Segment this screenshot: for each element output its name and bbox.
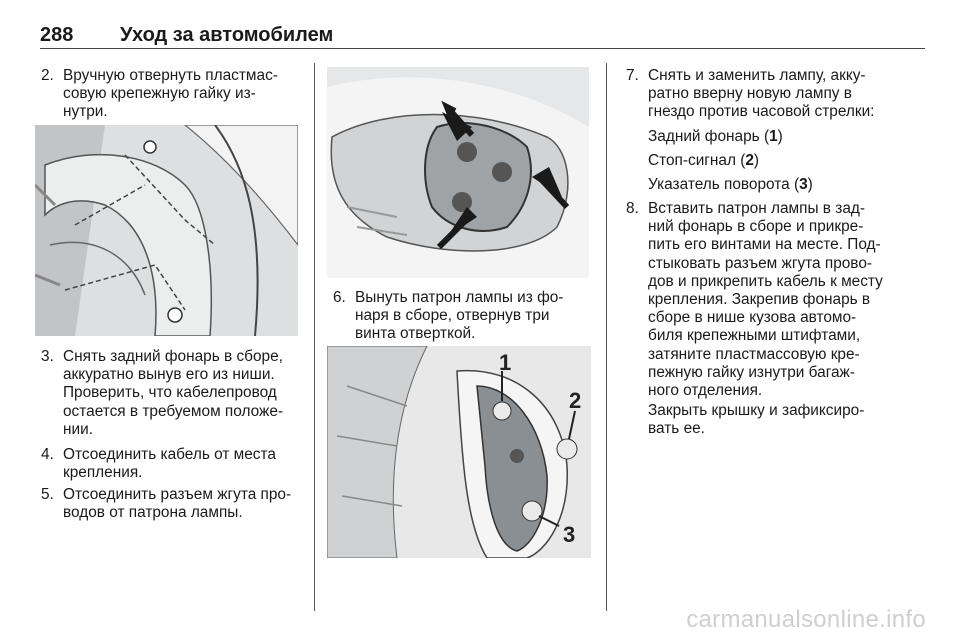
figure-lamp-positions <box>327 346 591 558</box>
legend-turn-signal: Указатель поворота (3) <box>648 176 813 193</box>
legend-brake-lamp: Стоп-сигнал (2) <box>648 152 760 169</box>
page-title: Уход за автомобилем <box>120 24 334 46</box>
callout-3: 3 <box>563 522 576 547</box>
column-divider <box>314 63 315 611</box>
closing-instruction: Закрыть крышку и зафиксиро- вать ее. <box>648 402 865 438</box>
step-6: 6. Вынуть патрон лампы из фо- наря в сборе, отвернув три винта отверткой. <box>333 289 564 343</box>
callout-1: 1 <box>499 350 512 375</box>
figure-lamp-holder-screws <box>327 67 589 278</box>
step-8: 8. Вставить патрон лампы в зад- ний фонарь в сборе и прикре- пить его винтами на месте. Под- стыковать разъем жгута прово- дов и прикрепить кабель к месту крепления. Закрепив фонарь в сборе в нише кузова автомо- биля крепежными штифтами, затяните пластмассовую кре- пежную гайку изнутри багаж- ного отделения. <box>626 200 883 400</box>
page-number: 288 <box>40 24 74 46</box>
column-divider <box>606 63 607 611</box>
legend-rear-lamp: Задний фонарь (1) <box>648 128 783 145</box>
step-2: 2. Вручную отвернуть пластмас- совую крепежную гайку из- нутри. <box>41 67 278 121</box>
step-4: 4. Отсоединить кабель от места крепления. <box>41 446 276 482</box>
callout-2: 2 <box>569 388 582 413</box>
page-header <box>40 18 925 49</box>
watermark: carmanualsonline.info <box>686 606 926 633</box>
step-3: 3. Снять задний фонарь в сборе, аккуратно вынув его из ниши. Проверить, что кабелепровод остается в требуемом положе- нии. <box>41 348 283 438</box>
figure-tail-lamp-nut <box>35 125 298 336</box>
step-7: 7. Снять и заменить лампу, акку- ратно вверну новую лампу в гнездо против часовой стрелки: <box>626 67 875 121</box>
step-5: 5. Отсоединить разъем жгута про- водов от патрона лампы. <box>41 486 292 522</box>
